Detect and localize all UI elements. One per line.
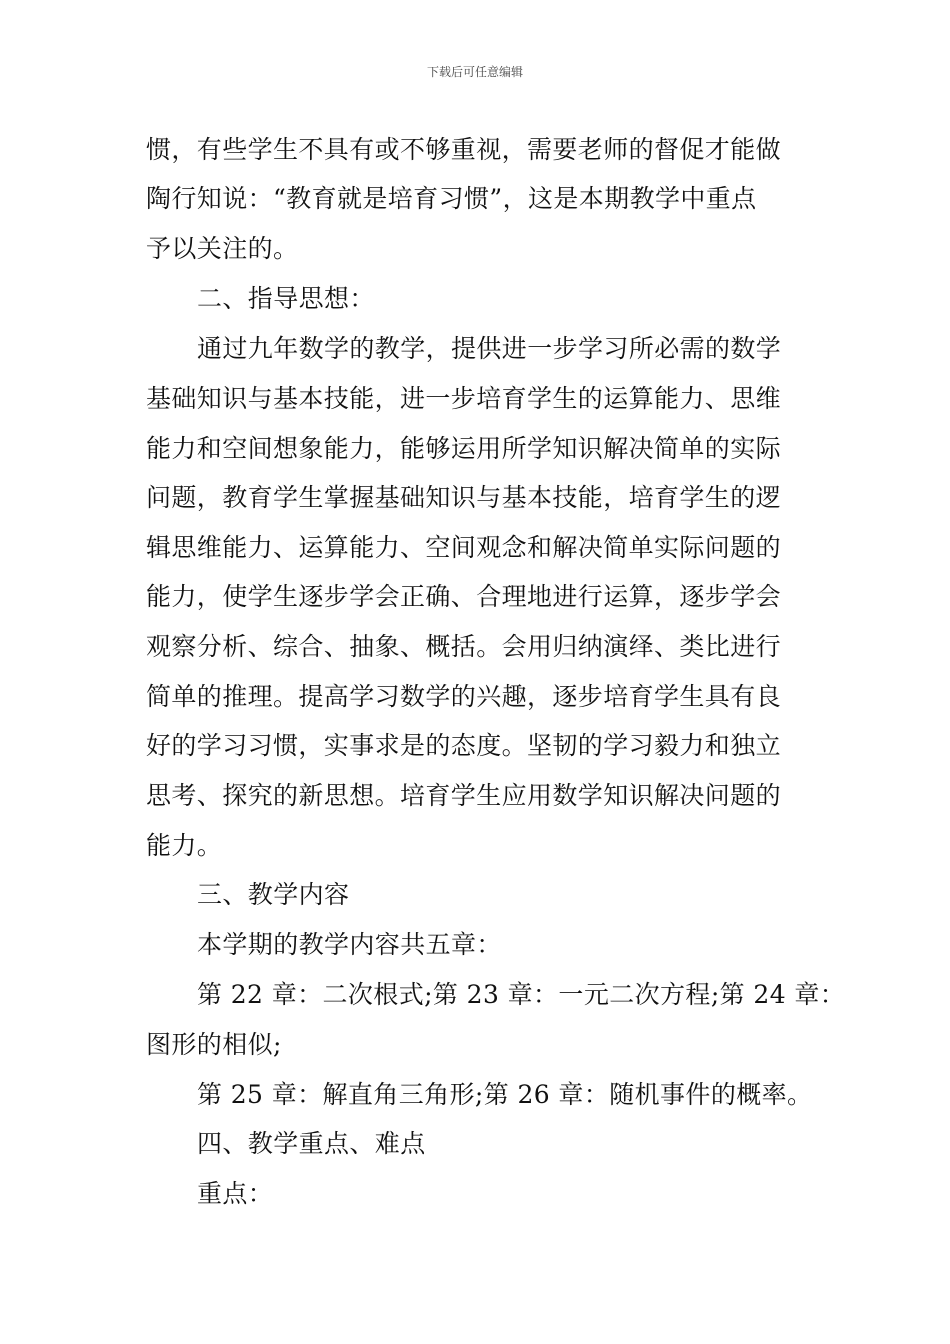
body-line: 能力，使学生逐步学会正确、合理地进行运算，逐步学会 (146, 582, 782, 611)
body-line: 问题，教育学生掌握基础知识与基本技能，培育学生的逻 (146, 483, 782, 512)
body-line: 予以关注的。 (146, 234, 299, 263)
body-line: 辑思维能力、运算能力、空间观念和解决简单实际问题的 (146, 533, 782, 562)
body-line: 第 25 章：解直角三角形;第 26 章：随机事件的概率。 (197, 1080, 813, 1109)
body-line: 重点： (197, 1179, 274, 1208)
body-line: 图形的相似; (146, 1030, 282, 1059)
body-line: 第 22 章：二次根式;第 23 章：一元二次方程;第 24 章： (197, 980, 846, 1009)
body-line: 能力和空间想象能力，能够运用所学知识解决简单的实际 (146, 434, 782, 463)
section-heading: 二、指导思想： (197, 284, 375, 313)
body-line: 简单的推理。提高学习数学的兴趣，逐步培育学生具有良 (146, 682, 782, 711)
page-header-note: 下载后可任意编辑 (426, 65, 523, 79)
section-heading: 四、教学重点、难点 (197, 1129, 426, 1158)
section-heading: 三、教学内容 (197, 880, 350, 909)
body-line: 通过九年数学的教学，提供进一步学习所必需的数学 (197, 334, 782, 363)
body-line: 本学期的教学内容共五章： (197, 930, 502, 959)
body-line: 思考、探究的新思想。培育学生应用数学知识解决问题的 (146, 781, 782, 810)
body-line: 基础知识与基本技能，进一步培育学生的运算能力、思维 (146, 384, 782, 413)
body-line: 好的学习习惯，实事求是的态度。坚韧的学习毅力和独立 (146, 731, 782, 760)
body-line: 惯，有些学生不具有或不够重视，需要老师的督促才能做 (146, 135, 782, 164)
body-line: 陶行知说：“教育就是培育习惯”，这是本期教学中重点 (146, 184, 757, 213)
body-line: 能力。 (146, 831, 223, 860)
body-line: 观察分析、综合、抽象、概括。会用归纳演绎、类比进行 (146, 632, 782, 661)
